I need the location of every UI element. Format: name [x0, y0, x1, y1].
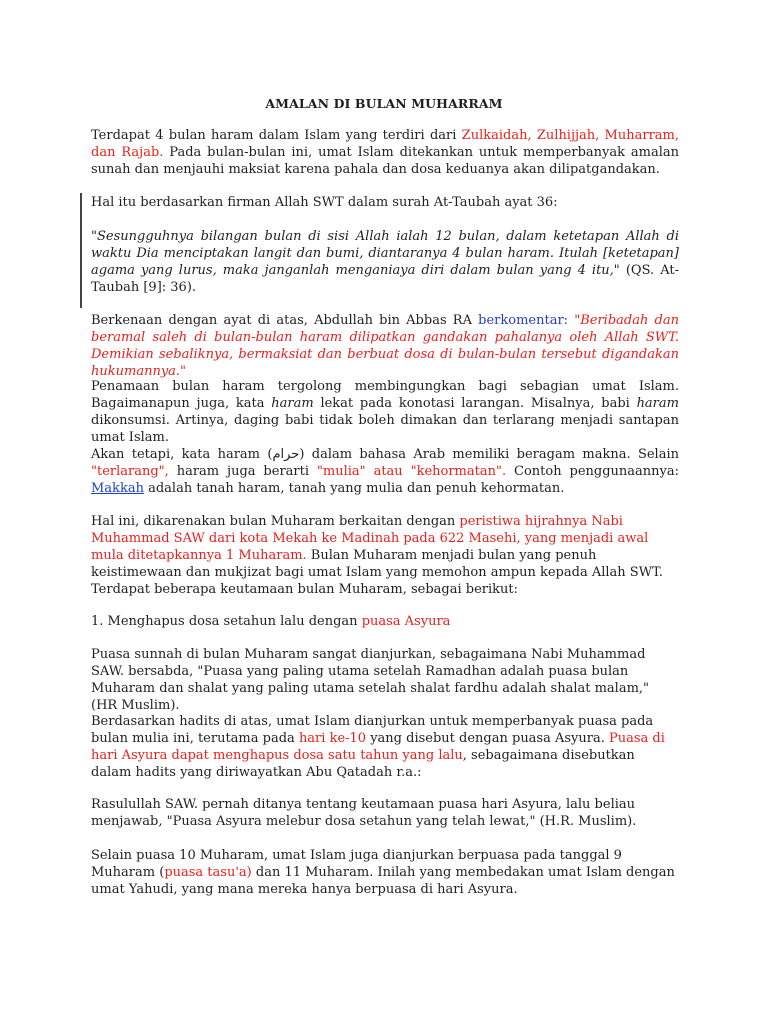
puasa-tasua: puasa tasu'a) [164, 865, 252, 880]
commentary-label: berkomentar: [478, 313, 569, 328]
paragraph-naming [91, 378, 679, 446]
hijrah-event: peristiwa hijrahnya Nabi Muhammad SAW dari kota Mekah ke Madinah pada 622 Masehi, yang menjadi awal mula ditetapkannya 1 Muharam. [91, 514, 649, 563]
list-item-text: 1. Menghapus dosa setahun lalu dengan [91, 614, 362, 629]
hadith-text-3: , sebagaimana disebutkan dalam hadits yang diriwayatkan Abu Qatadah r.a.: [91, 748, 635, 780]
paragraph-rasulullah: Rasulullah SAW. pernah ditanya tentang keutamaan puasa hari Asyura, lalu beliau menjawab, "Puasa Asyura melebur dosa setahun yang telah lewat," (H.R. Muslim). [91, 797, 637, 829]
meaning-text-2: ) dalam bahasa Arab memiliki beragam makna. Selain [299, 447, 679, 462]
meaning-text-3: haram juga berarti [168, 464, 317, 479]
paragraph-sunnah: Puasa sunnah di bulan Muharam sangat dianjurkan, sebagaimana Nabi Muhammad SAW. bersabda, "Puasa yang paling utama setelah Ramadhan adalah puasa bulan Muharam dan shalat yang paling utama setelah shalat fardhu adalah shalat malam," (HR Muslim). [91, 647, 650, 713]
intro-text: Terdapat 4 bulan haram dalam Islam yang terdiri dari [91, 128, 462, 143]
haram-italic-1: haram [271, 396, 314, 411]
page-title: AMALAN DI BULAN MUHARRAM [265, 96, 503, 111]
paragraph-intro [91, 127, 679, 178]
paragraph-tasua [91, 847, 679, 898]
quote-change-bar [80, 193, 82, 308]
naming-text: Penamaan bulan haram tergolong membingungkan bagi sebagian umat Islam. Bagaimanapun juga, kata [91, 379, 679, 411]
paragraph-hijrah [91, 513, 679, 598]
naming-text-2: lekat pada konotasi larangan. Misalnya, babi [313, 396, 637, 411]
arabic-word: حرام [272, 447, 300, 462]
hadith-text-2: yang disebut dengan puasa Asyura. [366, 731, 609, 746]
intro-rest: Pada bulan-bulan ini, umat Islam ditekankan untuk memperbanyak amalan sunah dan menjauhi maksiat karena pahala dan dosa keduanya akan dilipatgandakan. [91, 145, 679, 177]
list-item-1 [91, 613, 679, 630]
haram-italic-2: haram [636, 396, 679, 411]
hadith-text: Berdasarkan hadits di atas, umat Islam dianjurkan untuk memperbanyak puasa pada bulan mulia ini, terutama pada [91, 714, 654, 746]
term-mulia: "mulia" atau "kehormatan". [316, 464, 507, 479]
paragraph-meaning [91, 446, 679, 497]
quran-quote: "Sesungguhnya bilangan bulan di sisi Allah ialah 12 bulan, dalam ketetapan Allah di waktu Dia menciptakan langit dan bumi, diantaranya 4 bulan haram. Itulah [ketetapan] agama yang lurus, maka janganlah menganiaya diri dalam bulan yang 4 itu," [91, 229, 679, 278]
quote-reference: (QS. At-Taubah [9]: 36). [91, 263, 679, 295]
puasa-asyura-highlight: puasa Asyura [361, 614, 451, 629]
haram-months: Zulkaidah, Zulhijjah, Muharram, dan Rajab. [91, 128, 680, 160]
term-terlarang: "terlarang", [91, 464, 169, 479]
makkah-link[interactable]: Makkah [91, 481, 144, 496]
paragraph-hadith [91, 713, 679, 781]
tasua-text: Selain puasa 10 Muharam, umat Islam juga dianjurkan berpuasa pada tanggal 9 Muharam ( [91, 848, 622, 880]
paragraph-quote [91, 228, 679, 296]
paragraph-commentary [91, 312, 679, 380]
naming-text-3: dikonsumsi. Artinya, daging babi tidak boleh dimakan dan terlarang menjadi santapan umat Islam. [91, 413, 679, 445]
meaning-text-4: Contoh penggunaannya: [506, 464, 679, 479]
commentary-text: Berkenaan dengan ayat di atas, Abdullah bin Abbas RA [91, 313, 479, 328]
commentary-quote: "Beribadah dan beramal saleh di bulan-bulan haram dilipatkan gandakan pahalanya oleh Allah SWT. Demikian sebaliknya, bermaksiat dan berbuat dosa di bulan-bulan tersebut digandakan hukumannya." [91, 313, 679, 379]
meaning-text-5: adalah tanah haram, tanah yang mulia dan penuh kehormatan. [143, 481, 565, 496]
tasua-rest: dan 11 Muharam. Inilah yang membedakan umat Islam dengan umat Yahudi, yang mana mereka hanya berpuasa di hari Asyura. [91, 865, 675, 897]
hari-ke-10: hari ke-10 [298, 731, 367, 746]
paragraph-firman: Hal itu berdasarkan firman Allah SWT dalam surah At-Taubah ayat 36: [91, 195, 558, 210]
hijrah-rest: Bulan Muharam menjadi bulan yang penuh keistimewaan dan mukjizat bagi umat Islam yang memohon ampun kepada Allah SWT. Terdapat beberapa keutamaan bulan Muharam, sebagai berikut: [91, 548, 663, 597]
meaning-text: Akan tetapi, kata haram ( [91, 447, 273, 462]
puasa-asyura-benefit: Puasa di hari Asyura dapat menghapus dosa satu tahun yang lalu [91, 731, 665, 763]
hijrah-text: Hal ini, dikarenakan bulan Muharam berkaitan dengan [91, 514, 460, 529]
